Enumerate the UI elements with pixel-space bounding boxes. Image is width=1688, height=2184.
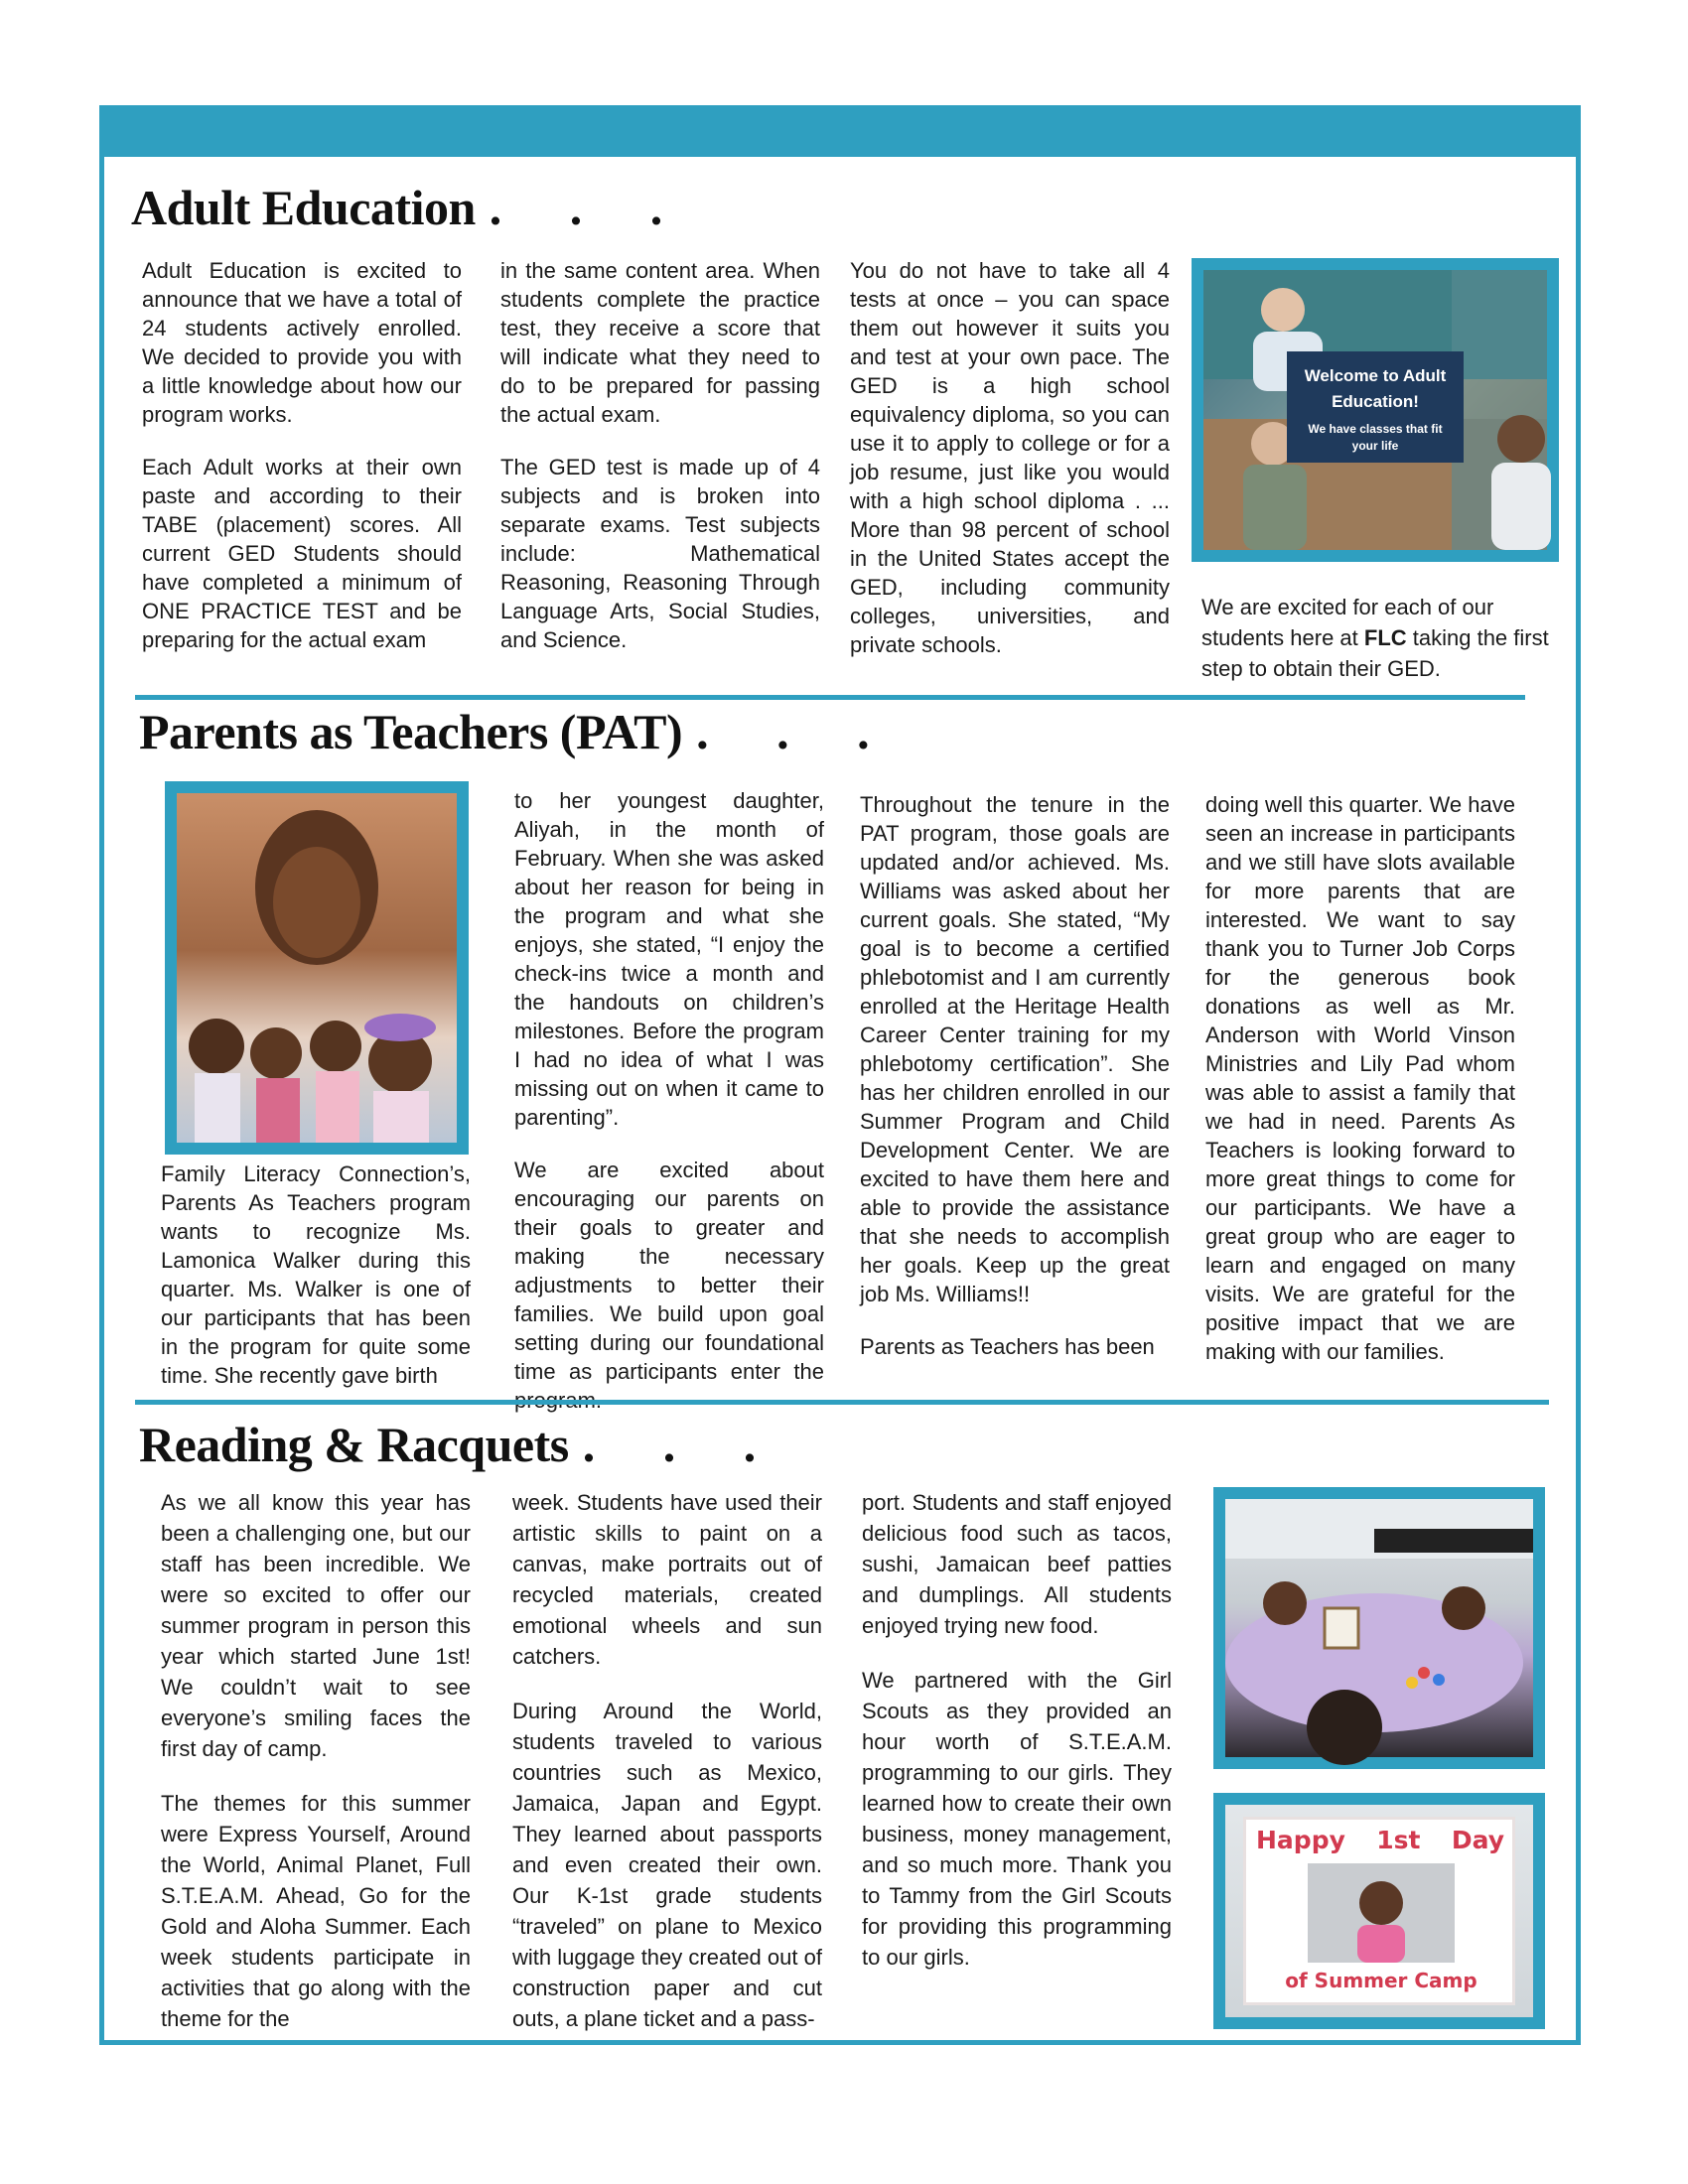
paragraph: to her youngest daughter, Aliyah, in the month of February. When she was asked about her reason for being in the program and what she enjoys, she stated, “I enjoy the check-ins twice a month and the handouts on children’s milestones. Before the program I had no idea of what I was missing out on when it came to parenting”. xyxy=(514,788,824,1130)
art-class-photo xyxy=(1213,1487,1545,1769)
paragraph: The themes for this summer were Express Yourself, Around the World, Animal Planet, Full S.T.E.A.M. Ahead, Go for the Gold and Aloha Summer. Each week students participate in activities that go along with the theme for the xyxy=(161,1791,471,2031)
paragraph: port. Students and staff enjoyed delicious food such as tacos, sushi, Jamaican beef patties and dumplings. All students enjoyed trying new food. xyxy=(862,1490,1172,1638)
sign-window xyxy=(1308,1863,1455,1963)
pat-column-2 xyxy=(514,786,824,1398)
child-illustration xyxy=(1308,1863,1455,1963)
paragraph: As we all know this year has been a challenging one, but our staff has been incredible. We were so excited to offer our summer program in person this year which started June 1st! We couldn’t wait to see everyone’s smiling faces the first day of camp. xyxy=(161,1490,471,1761)
section-divider xyxy=(135,1400,1549,1405)
paragraph: Each Adult works at their own paste and according to their TABE (placement) scores. All current GED Students should have completed a minimum of ONE PRACTICE TEST and be preparing for the actual exam xyxy=(142,455,462,652)
sign-top-line xyxy=(1256,1826,1504,1854)
section-divider xyxy=(135,695,1525,700)
adult-education-column-3 xyxy=(850,256,1170,693)
adult-education-caption: We are excited for each of our students here at FLC taking the first step to obtain their GED. xyxy=(1201,595,1549,681)
paragraph: Throughout the tenure in the PAT program, those goals are updated and/or achieved. Ms. Williams was asked about her current goals. She stated, “My goal is to become a certified phlebotomist and I am currently enrolled at the Heritage Health Career Center training for my phlebotomy certification”. She has her children enrolled in our Summer Program and Child Development Center. We are excited to have them here and able to provide the assistance that she needs to accomplish her goals. Keep up the great job Ms. Williams!! xyxy=(860,792,1170,1306)
sign-bottom-line: of Summer Camp xyxy=(1285,1969,1477,1992)
pat-column-3 xyxy=(860,790,1170,1398)
pat-column-4 xyxy=(1205,790,1515,1398)
adult-education-column-1 xyxy=(142,256,462,693)
adult-education-heading: Adult Education . . . xyxy=(131,180,691,235)
pat-photo xyxy=(165,781,469,1155)
welcome-banner-subtitle: We have classes that fit your life xyxy=(1308,422,1443,453)
paragraph: You do not have to take all 4 tests at once – you can space them out however it suits you and test at your own pace. The GED is a high school equivalency diploma, so you can use it to apply to college or for a job resume, just like you would with a high school diploma . ... More than 98 percent of school in the United States accept the GED, including community colleges, universities, and private schools. xyxy=(850,258,1170,657)
pat-column-1 xyxy=(161,1160,471,1398)
paragraph: We partnered with the Girl Scouts as they provided an hour worth of S.T.E.A.M. programming to our girls. They learned how to create their own business, money management, and so much more. Thank you to Tammy from the Girl Scouts for providing this programming to our girls. xyxy=(862,1668,1172,1970)
paragraph: Adult Education is excited to announce that we have a total of 24 students actively enrolled. We decided to provide you with a little knowledge about how our program works. xyxy=(142,258,462,427)
paragraph: The GED test is made up of 4 subjects and is broken into separate exams. Test subjects include: Mathematical Reasoning, Reasoning Through Language Arts, Social Studies, and Science. xyxy=(500,455,820,652)
reading-racquets-heading: Reading & Racquets . . . xyxy=(139,1417,784,1472)
sign-word: Happy xyxy=(1256,1826,1345,1854)
paragraph: We are excited about encouraging our parents on their goals to greater and making the necessary adjustments to better their families. We build upon goal setting during our foundational time as participants enter the xyxy=(514,1158,824,1384)
paragraph: During Around the World, students traveled to various countries such as Mexico, Jamaica, Japan and Egypt. They learned about passports and even created their own. Our K-1st grade students “traveled” on plane to Mexico with luggage they created out of construction paper and cut outs, a plane ticket and a pass- xyxy=(512,1699,822,2031)
paragraph: week. Students have used their artistic skills to paint on a canvas, make portraits out of recycled materials, created emotional wheels and sun catchers. xyxy=(512,1490,822,1669)
reading-column-3 xyxy=(862,1487,1172,2023)
welcome-banner-title: Welcome to Adult Education! xyxy=(1304,366,1447,411)
summer-camp-photo xyxy=(1213,1793,1545,2029)
art-class-illustration xyxy=(1225,1499,1533,1757)
family-illustration xyxy=(177,793,457,1143)
paragraph: Parents as Teachers has been xyxy=(860,1334,1155,1359)
paragraph: Family Literacy Connection’s, Parents As Teachers program wants to recognize Ms. Lamonica Walker during this quarter. Ms. Walker is one of our participants that has been in the program for quite some time. She recently gave birth xyxy=(161,1161,471,1388)
sign-word: Day xyxy=(1451,1826,1504,1854)
sign-word: 1st xyxy=(1376,1826,1421,1854)
adult-education-photo xyxy=(1192,258,1559,562)
reading-column-1 xyxy=(161,1487,471,2031)
paragraph: doing well this quarter. We have seen an increase in participants and we still have slots available for more parents that are interested. We want to say thank you to Turner Job Corps for the generous book donations as well as Mr. Anderson with World Vinson Ministries and Lily Pad whom was able to assist a family that we had in need. Parents As Teachers is looking forward to more great things to come for our participants. We have a great group who are eager to learn and engaged on many visits. We are grateful for the positive impact that we are making with our families. xyxy=(1205,792,1515,1364)
pat-heading: Parents as Teachers (PAT) . . . xyxy=(139,704,898,759)
paragraph: in the same content area. When students complete the practice test, they receive a score that will indicate what they need to do to be prepared for passing the actual exam. xyxy=(500,258,820,427)
photo-frame-sign xyxy=(1243,1817,1515,2005)
adult-education-column-2 xyxy=(500,256,820,693)
welcome-banner xyxy=(1287,351,1464,463)
reading-column-2 xyxy=(512,1487,822,2031)
